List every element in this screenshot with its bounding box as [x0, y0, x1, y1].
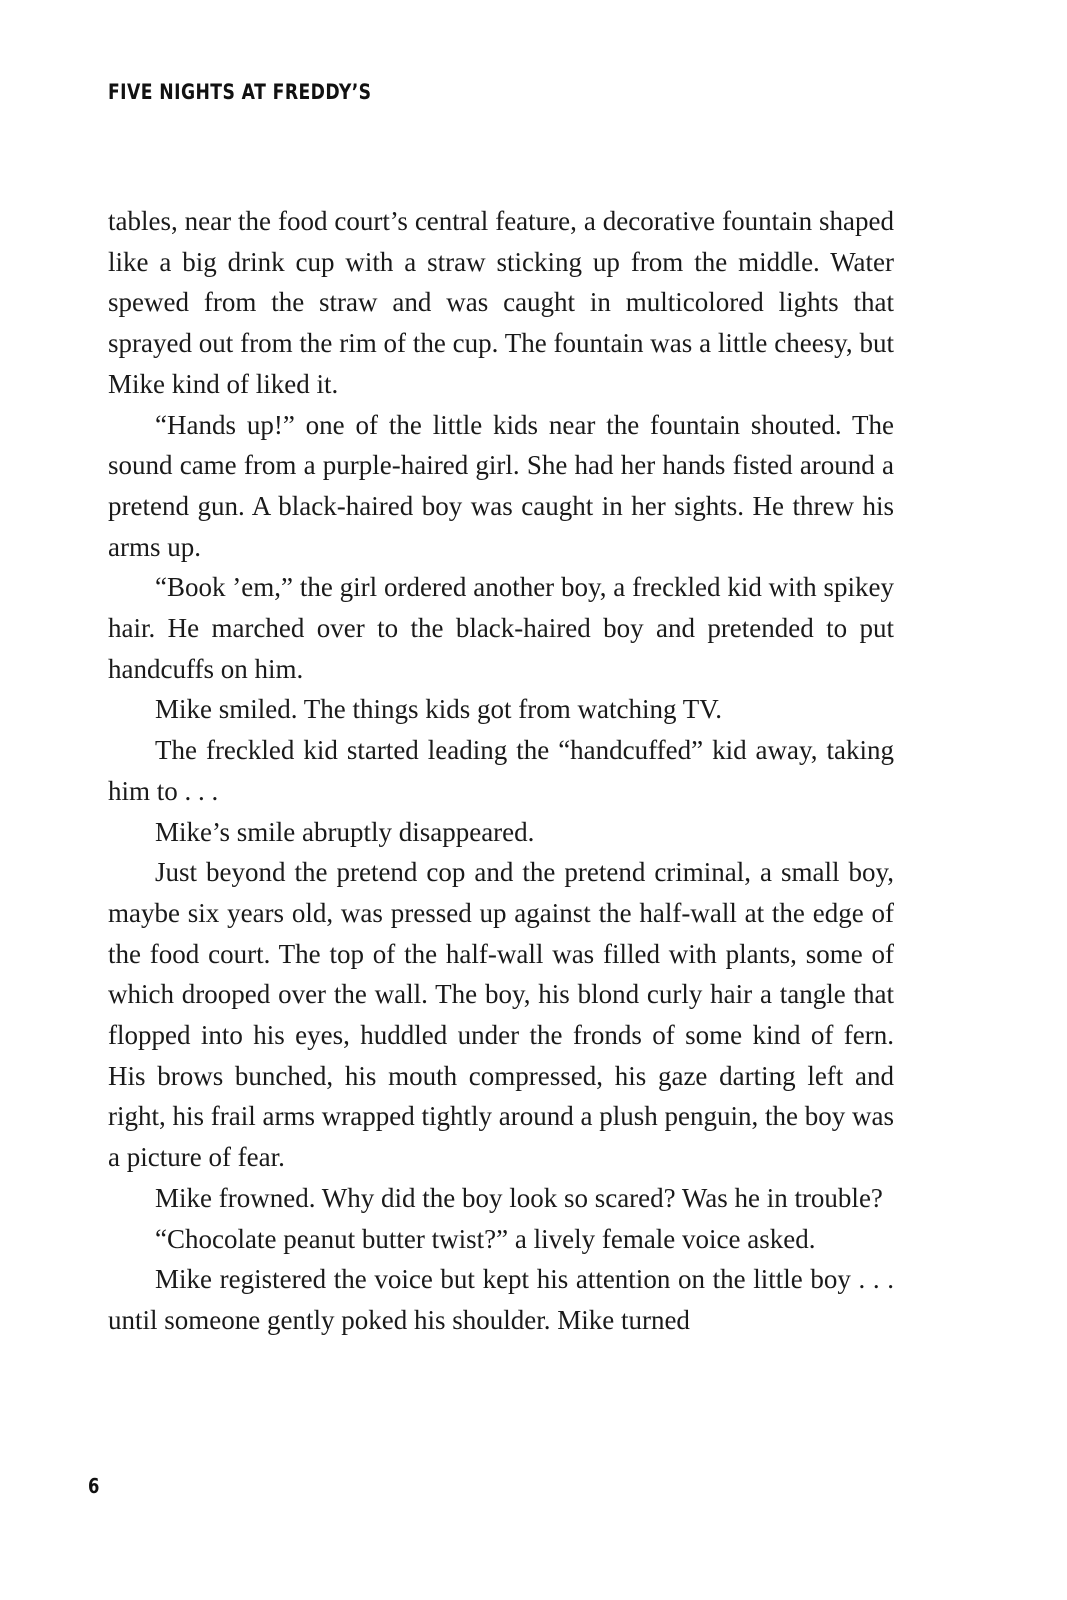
- paragraph: Mike frowned. Why did the boy look so scared? Was he in trouble?: [155, 1182, 883, 1213]
- paragraph: Just beyond the pretend cop and the pretend criminal, a small boy, maybe six years old, was pressed up against the half-wall at the edge of the food court. The top of the half-wall was filled with plants, some of which drooped over the wall. The boy, his blond curly hair a tangle that flopped into his eyes, huddled under the fronds of some kind of fern. His brows bunched, his mouth compressed, his gaze darting left and right, his frail arms wrapped tightly around a plush penguin, the boy was a picture of fear.: [108, 857, 894, 1173]
- running-head-title: FIVE NIGHTS AT FREDDY’S: [108, 80, 372, 104]
- paragraph: The freckled kid started leading the “handcuffed” kid away, taking him to . . .: [108, 735, 894, 806]
- paragraph: Mike’s smile abruptly disappeared.: [155, 816, 535, 847]
- paragraph: tables, near the food court’s central feature, a decorative fountain shaped like a big drink cup with a straw sticking up from the middle. Water spewed from the straw and was caught in multicolored lights that sprayed out from the rim of the cup. The fountain was a little cheesy, but Mike kind of liked it.: [108, 206, 894, 399]
- paragraph: “Book ’em,” the girl ordered another boy, a freckled kid with spikey hair. He marched over to the black-haired boy and pretended to put handcuffs on him.: [108, 572, 894, 684]
- paragraph: “Chocolate peanut butter twist?” a lively female voice asked.: [155, 1223, 816, 1254]
- body-text: [108, 201, 894, 1341]
- paragraph: Mike smiled. The things kids got from watching TV.: [155, 694, 722, 725]
- paragraph: “Hands up!” one of the little kids near the fountain shouted. The sound came from a purple-haired girl. She had her hands fisted around a pretend gun. A black-haired boy was caught in her sights. He threw his arms up.: [108, 409, 894, 562]
- paragraph: Mike registered the voice but kept his attention on the little boy . . . until someone gently poked his shoulder. Mike turned: [108, 1264, 894, 1335]
- page-number: 6: [88, 1474, 100, 1498]
